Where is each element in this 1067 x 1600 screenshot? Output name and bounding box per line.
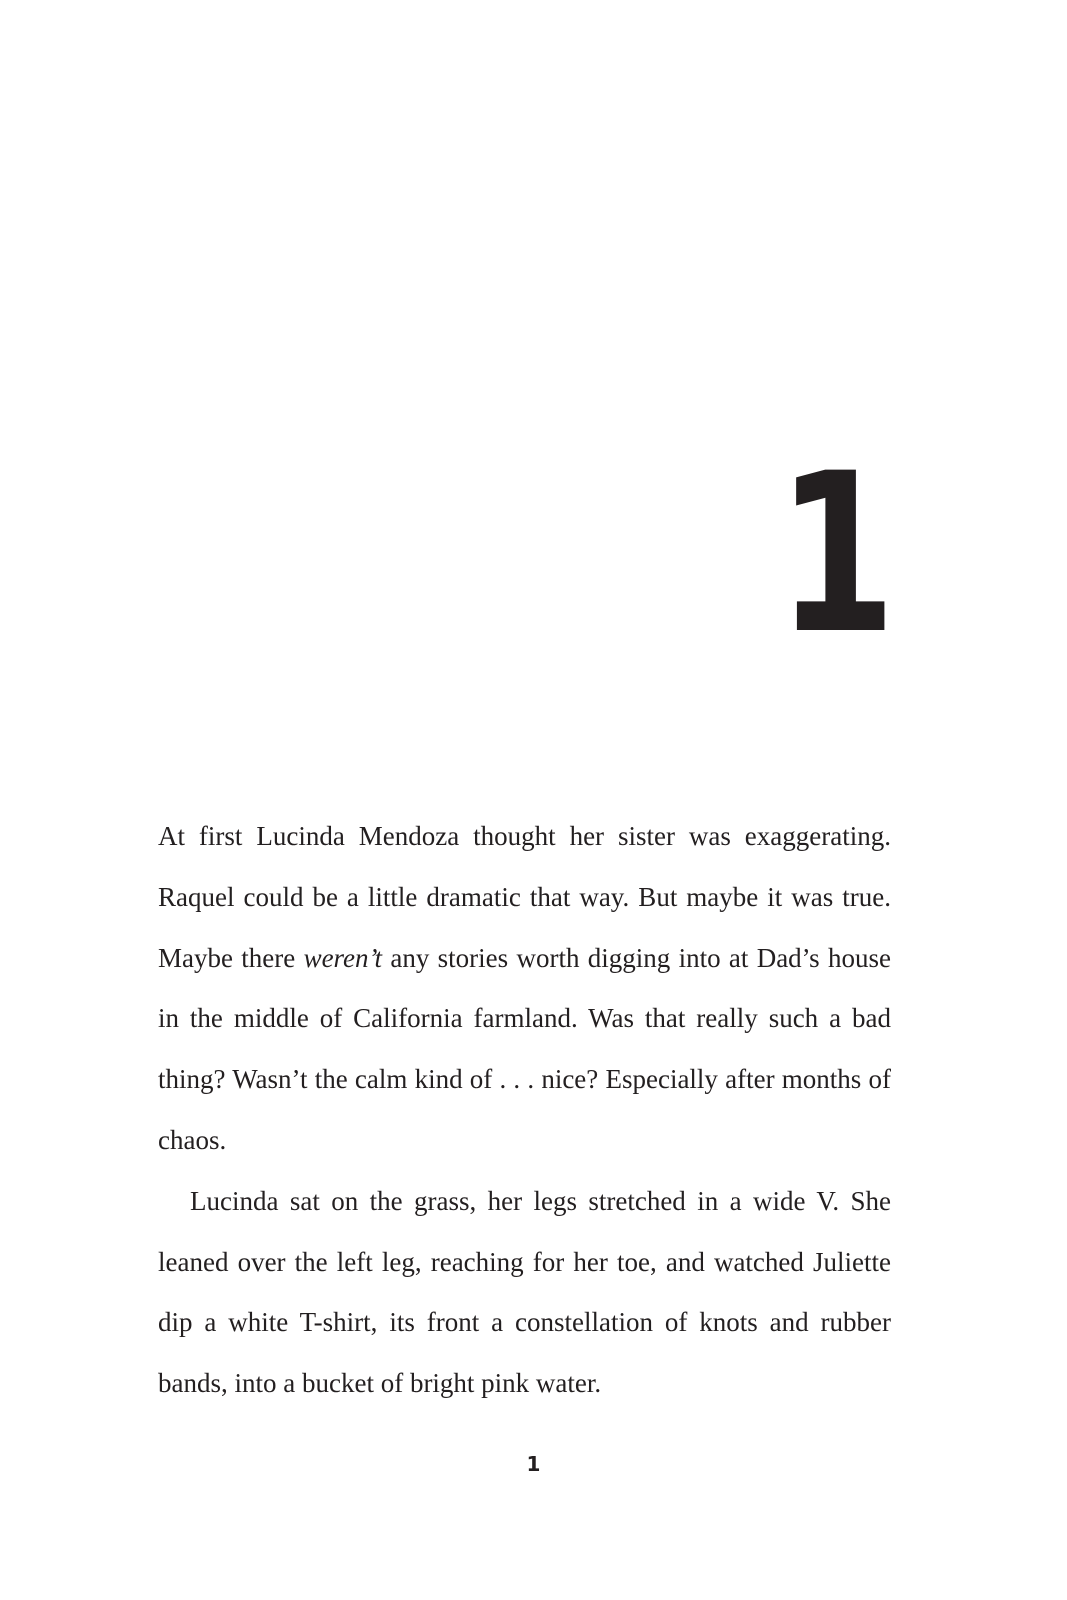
page-number: 1 xyxy=(526,1452,541,1476)
body-text xyxy=(158,806,891,1414)
paragraph-2: Lucinda sat on the grass, her legs stretched in a wide V. She leaned over the left leg, reaching for her toe, and watched Juliette dip a white T-shirt, its front a constellation of knots and rubber bands, into a bucket of bright pink water. xyxy=(158,1185,891,1399)
paragraph-1-part-1: At first Lucinda Mendoza thought her sister was exaggerating. Raquel could be a little dramatic that way. But maybe it was true. Maybe there xyxy=(158,821,891,973)
chapter-number: 1 xyxy=(776,426,893,682)
paragraph-1-emphasis: weren’t xyxy=(303,942,383,973)
paragraph-1 xyxy=(158,806,891,1171)
paragraph-1-part-2: any stories worth digging into at Dad’s house in the middle of California farmland. Was that really such a bad thing? Wasn’t the calm kind of . . . nice? Especially after months of chaos. xyxy=(158,942,891,1155)
